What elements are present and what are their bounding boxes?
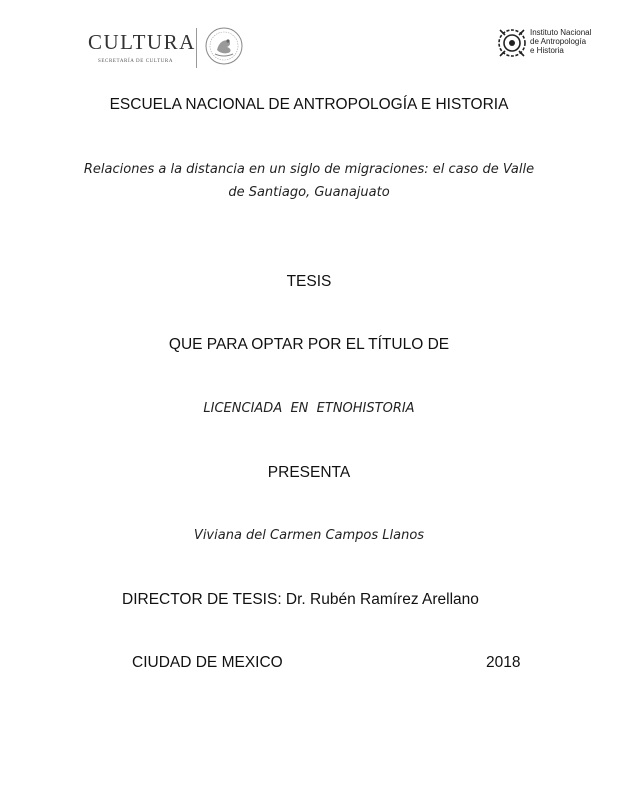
degree-intro: QUE PARA OPTAR POR EL TÍTULO DE: [168, 336, 450, 353]
cultura-subtitle: SECRETARÍA DE CULTURA: [98, 59, 174, 64]
city-label: CIUDAD DE MEXICO: [132, 654, 283, 671]
tesis-label: TESIS: [286, 273, 332, 290]
inah-logo-icon: [496, 26, 528, 60]
year-label: 2018: [486, 654, 521, 671]
school-name: ESCUELA NACIONAL DE ANTROPOLOGÍA E HISTORIA: [109, 96, 509, 113]
degree-title: LICENCIADA EN ETNOHISTORIA: [203, 401, 415, 416]
mexican-eagle-seal-icon: [204, 26, 244, 66]
thesis-title-line1: Relaciones a la distancia en un siglo de migraciones: el caso de Valle: [83, 162, 535, 177]
inah-line3: e Historia: [530, 46, 564, 55]
presenta-label: PRESENTA: [267, 464, 351, 481]
cultura-logo: [88, 22, 263, 70]
logo-divider: [196, 28, 197, 68]
author-name: Viviana del Carmen Campos Llanos: [193, 528, 425, 543]
inah-line1: Instituto Nacional: [530, 28, 592, 37]
cultura-wordmark: CULTURA: [88, 30, 196, 54]
inah-text: [530, 28, 591, 55]
inah-line2: de Antropología: [530, 37, 587, 46]
inah-logo: [496, 26, 606, 66]
thesis-director: DIRECTOR DE TESIS: Dr. Rubén Ramírez Arellano: [122, 591, 479, 608]
thesis-title-line2: de Santiago, Guanajuato: [228, 185, 390, 200]
